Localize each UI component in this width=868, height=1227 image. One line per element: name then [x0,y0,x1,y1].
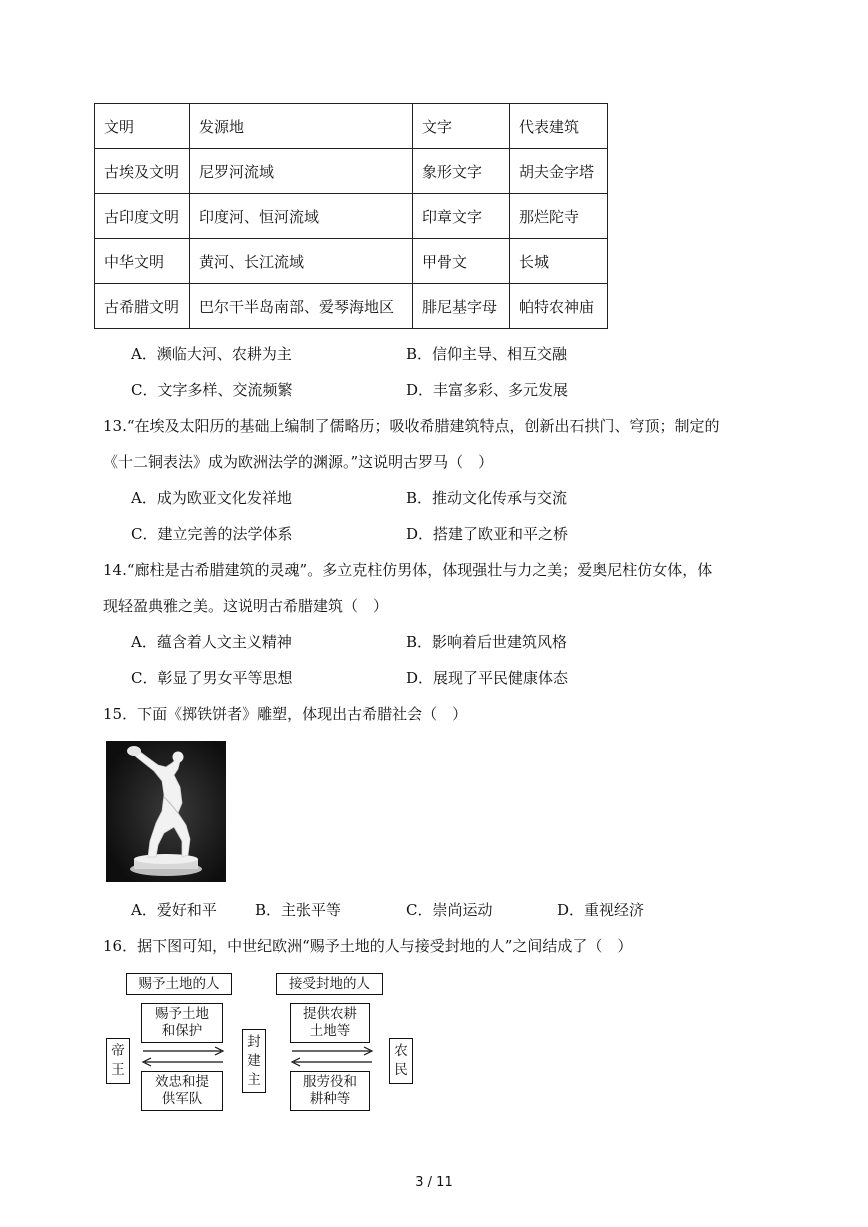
left-arrow-icon [290,1057,374,1067]
left-arrow-icon [141,1057,225,1067]
q12-option-d: D．丰富多彩、多元发展 [406,381,569,399]
table-cell: 古埃及文明 [95,149,190,194]
table-row [95,194,608,239]
right-arrow-icon [290,1046,374,1056]
q12-option-b: B．信仰主导、相互交融 [406,345,568,363]
receiver-label-box: 接受封地的人 [276,973,383,995]
feudal-lord-box [242,1029,266,1093]
table-header-cell: 发源地 [190,104,413,149]
table-cell: 黄河、长江流域 [190,239,413,284]
q14-option-c: C．彰显了男女平等思想 [131,669,293,687]
table-header-row [95,104,608,149]
q14-option-d: D．展现了平民健康体态 [406,669,569,687]
statue-illustration [106,741,226,882]
q14-option-a: A．蕴含着人文主义精神 [131,633,292,651]
table-cell: 那烂陀寺 [510,194,608,239]
right-arrow-icon [141,1046,225,1056]
table-cell: 甲骨文 [413,239,510,284]
giver-label-box: 赐予土地的人 [126,973,232,995]
grant-land-protection-box: 赐予土地 和保护 [141,1003,223,1043]
table-row [95,284,608,329]
table-cell: 印章文字 [413,194,510,239]
table-header-cell: 文字 [413,104,510,149]
q16-stem: 16．据下图可知，中世纪欧洲“赐予土地的人与接受封地的人”之间结成了（ ） [103,937,633,955]
civilization-table [94,103,608,329]
q14-stem-line1: 14.“廊柱是古希腊建筑的灵魂”。多立克柱仿男体，体现强壮与力之美；爱奥尼柱仿女体，体 [103,561,713,579]
emperor-box [106,1038,130,1084]
q15-stem: 15．下面《掷铁饼者》雕塑，体现出古希腊社会（ ） [103,705,468,723]
q14-stem-line2: 现轻盈典雅之美。这说明古希腊建筑（ ） [103,597,389,615]
peasant-label: 农 民 [394,1043,408,1078]
discobolus-statue-image [106,741,226,882]
table-cell: 巴尔干半岛南部、爱琴海地区 [190,284,413,329]
q15-option-a: A．爱好和平 [131,901,217,919]
table-cell: 古希腊文明 [95,284,190,329]
q13-stem-line1: 13.“在埃及太阳历的基础上编制了儒略历；吸收希腊建筑特点，创新出石拱门、穹顶；制定的 [103,417,720,435]
provide-farmland-box: 提供农耕 土地等 [290,1003,370,1043]
q13-option-a: A．成为欧亚文化发祥地 [131,489,292,507]
table-cell: 尼罗河流域 [190,149,413,194]
table-cell: 中华文明 [95,239,190,284]
q13-option-d: D．搭建了欧亚和平之桥 [406,525,569,543]
q13-option-c: C．建立完善的法学体系 [131,525,293,543]
q12-option-c: C．文字多样、交流频繁 [131,381,293,399]
q15-option-b: B．主张平等 [255,901,342,919]
table-cell: 象形文字 [413,149,510,194]
table-cell: 印度河、恒河流域 [190,194,413,239]
table-row [95,239,608,284]
labor-service-box: 服劳役和 耕种等 [290,1071,370,1111]
table-header-cell: 代表建筑 [510,104,608,149]
loyalty-military-box: 效忠和提 供军队 [141,1071,223,1111]
q12-option-a: A．濒临大河、农耕为主 [131,345,292,363]
q14-option-b: B．影响着后世建筑风格 [406,633,568,651]
table-header-cell: 文明 [95,104,190,149]
peasant-box [389,1038,413,1084]
q13-stem-line2: 《十二铜表法》成为欧洲法学的渊源。”这说明古罗马（ ） [103,453,494,471]
table-cell: 胡夫金字塔 [510,149,608,194]
emperor-label: 帝 王 [111,1043,125,1078]
q15-option-c: C．崇尚运动 [406,901,493,919]
page-number: 3 / 11 [415,1175,453,1190]
q13-option-b: B．推动文化传承与交流 [406,489,568,507]
table-cell: 古印度文明 [95,194,190,239]
table-cell: 腓尼基字母 [413,284,510,329]
q15-option-d: D．重视经济 [557,901,645,919]
table-cell: 长城 [510,239,608,284]
table-row [95,149,608,194]
feudal-lord-label: 封 建 主 [247,1033,261,1088]
table-cell: 帕特农神庙 [510,284,608,329]
